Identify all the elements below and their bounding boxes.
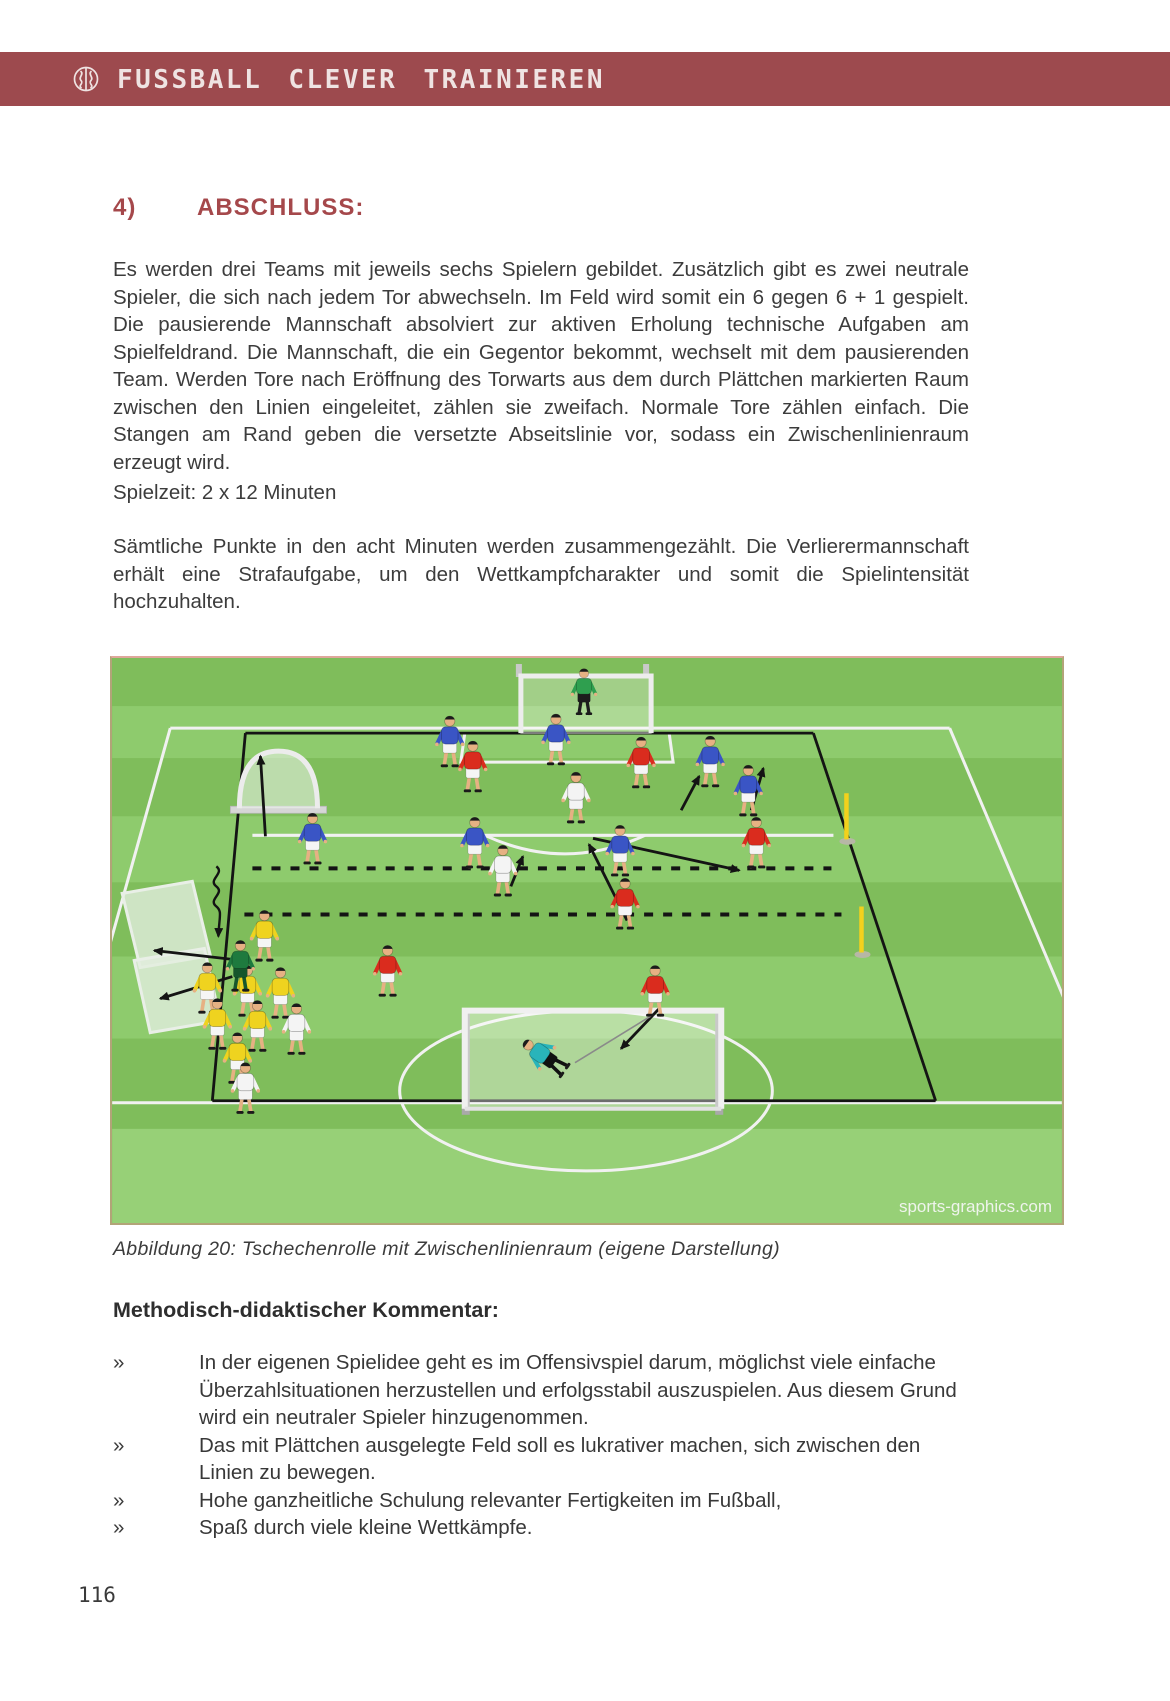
field-diagram <box>112 658 1062 1223</box>
bullet-text: Das mit Plättchen ausgelegte Feld soll es lukrativer machen, sich zwischen den Linien zu bewegen. <box>199 1433 921 1484</box>
kommentar-heading: Methodisch-didaktischer Kommentar: <box>113 1298 499 1322</box>
header-title: FUSSBALL CLEVER TRAINIEREN <box>117 65 605 95</box>
bullet-marker: » <box>113 1488 125 1512</box>
list-item <box>113 1432 970 1487</box>
spielzeit-line: Spielzeit: 2 x 12 Minuten <box>113 481 337 504</box>
figure-image <box>110 656 1064 1225</box>
intro-paragraph: Es werden drei Teams mit jeweils sechs Spielern gebildet. Zusätzlich gibt es zwei neutrale Spieler, die sich nach jedem Tor abwechseln. Im Feld wird somit ein 6 gegen 6 + 1 gespielt. Die pausierende Mannschaft absolviert zur aktiven Erholung technische Aufgaben am Spielfeldrand. Die Mannschaft, die ein Gegentor bekommt, wechselt mit dem pausierenden Team. Werden Tore nach Eröffnung des Torwarts aus dem durch Plättchen markierten Raum zwischen den Linien eingeleitet, zählen sie zweifach. Normale Tore zählen einfach. Die Stangen am Rand geben die versetzte Abseitslinie vor, sodass ein Zwischenlinienraum erzeugt wird. <box>113 258 969 474</box>
bullet-text: Hohe ganzheitliche Schulung relevanter Fertigkeiten im Fußball, <box>199 1488 782 1512</box>
page-number: 116 <box>78 1583 116 1607</box>
section-heading <box>113 194 364 222</box>
brain-icon <box>70 63 102 95</box>
points-paragraph: Sämtliche Punkte in den acht Minuten werden zusammengezählt. Die Verlierermannschaft erhält eine Strafaufgabe, um den Wettkampfcharakter und somit die Spielintensität hochzuhalten. <box>113 535 969 613</box>
figure-caption: Abbildung 20: Tschechenrolle mit Zwischenlinienraum (eigene Darstellung) <box>113 1238 780 1260</box>
bullet-marker: » <box>113 1516 125 1539</box>
bullet-marker: » <box>113 1351 125 1374</box>
bullet-marker: » <box>113 1433 125 1457</box>
page-header <box>0 52 1170 106</box>
kommentar-list <box>113 1349 970 1542</box>
bullet-text: Spaß durch viele kleine Wettkämpfe. <box>199 1516 533 1539</box>
list-item <box>113 1514 970 1542</box>
section-number: 4) <box>113 194 137 221</box>
watermark: sports-graphics.com <box>898 1197 1052 1216</box>
section-title: ABSCHLUSS: <box>197 194 365 221</box>
bullet-text: In der eigenen Spielidee geht es im Offensivspiel darum, möglichst viele einfache Überzahlsituationen herzustellen und erfolgsstabil auszuspielen. Aus diesem Grund wird ein neutraler Spieler hinzugenommen. <box>199 1351 957 1429</box>
list-item <box>113 1349 970 1432</box>
list-item <box>113 1487 970 1515</box>
